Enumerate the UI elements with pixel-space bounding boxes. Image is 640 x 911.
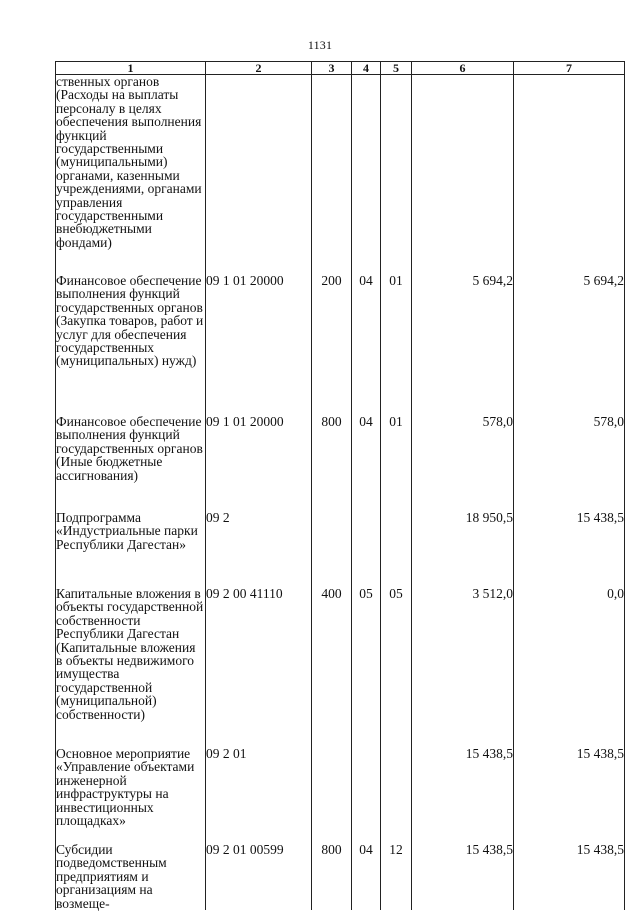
budget-table [55,61,625,910]
column-header: 4 [352,62,381,75]
row-col4 [352,503,381,581]
row-col5: 01 [381,407,412,503]
row-name: Подпрограмма «Индустриальные парки Республики Дагестан» [56,503,206,581]
table-row [56,407,625,503]
table-row [56,581,625,739]
row-col7: 15 438,5 [514,739,625,838]
row-code: 09 1 01 20000 [206,407,312,503]
row-col7: 578,0 [514,407,625,503]
column-header: 5 [381,62,412,75]
row-col7 [514,75,625,263]
row-col5: 05 [381,581,412,739]
row-col6 [412,75,514,263]
column-header: 3 [312,62,352,75]
row-name: Субсидии подведомственным предприятиям и организациям на возмеще- [56,838,206,910]
row-col3: 800 [312,407,352,503]
row-col5: 01 [381,262,412,407]
table-row [56,739,625,838]
column-header: 2 [206,62,312,75]
row-col7: 5 694,2 [514,262,625,407]
row-col4: 04 [352,407,381,503]
row-code [206,75,312,263]
row-col3 [312,75,352,263]
column-header: 7 [514,62,625,75]
row-col5 [381,739,412,838]
table-row [56,503,625,581]
row-col5: 12 [381,838,412,910]
table-row [56,75,625,263]
row-code: 09 2 00 41110 [206,581,312,739]
row-col3 [312,503,352,581]
table-row [56,838,625,910]
row-code: 09 2 01 [206,739,312,838]
row-code: 09 1 01 20000 [206,262,312,407]
row-col5 [381,503,412,581]
row-col4 [352,75,381,263]
column-header: 6 [412,62,514,75]
row-col7: 15 438,5 [514,838,625,910]
table-row [56,262,625,407]
row-col7: 15 438,5 [514,503,625,581]
row-col6: 15 438,5 [412,739,514,838]
row-name: Финансовое обеспечение выполнения функций государственных органов (Иные бюджетные ассигнования) [56,407,206,503]
column-header: 1 [56,62,206,75]
row-col4 [352,739,381,838]
row-code: 09 2 01 00599 [206,838,312,910]
row-col6: 15 438,5 [412,838,514,910]
row-col6: 3 512,0 [412,581,514,739]
row-name: Финансовое обеспечение выполнения функций государственных органов (Закупка товаров, работ и услуг для обеспечения государственных (муниципальных) нужд) [56,262,206,407]
row-name: ственных органов (Расходы на выплаты персоналу в целях обеспечения выполнения функций государственными (муниципальными) органами, казенными учреждениями, органами управления государственными внебюджетными фондами) [56,75,206,263]
row-col3 [312,739,352,838]
row-col4: 05 [352,581,381,739]
row-col3: 400 [312,581,352,739]
row-name: Основное мероприятие «Управление объектами инженерной инфраструктуры на инвестиционных площадках» [56,739,206,838]
row-col6: 18 950,5 [412,503,514,581]
row-col4: 04 [352,838,381,910]
row-col3: 800 [312,838,352,910]
header-row [56,62,625,75]
row-name: Капитальные вложения в объекты государственной собственности Республики Дагестан (Капитальные вложения в объекты недвижимого имущества государственной (муниципальной) собственности) [56,581,206,739]
row-col5 [381,75,412,263]
row-col4: 04 [352,262,381,407]
row-col3: 200 [312,262,352,407]
row-col7: 0,0 [514,581,625,739]
page-number: 1131 [307,38,333,52]
row-col6: 578,0 [412,407,514,503]
row-col6: 5 694,2 [412,262,514,407]
row-code: 09 2 [206,503,312,581]
